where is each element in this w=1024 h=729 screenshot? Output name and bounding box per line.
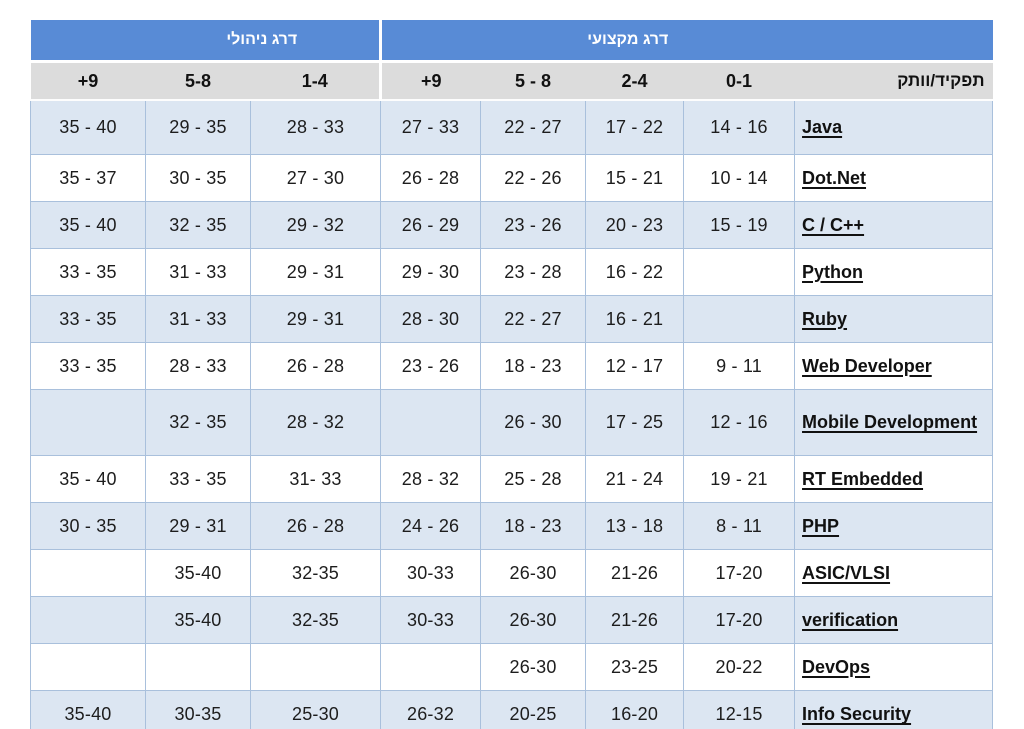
column-header-prof-0-1: 0-1 (684, 62, 795, 101)
salary-cell: 28 - 33 (146, 343, 251, 390)
salary-cell: 29 - 31 (251, 296, 381, 343)
salary-cell (146, 644, 251, 691)
salary-cell: 23 - 28 (481, 249, 586, 296)
salary-cell: 27 - 30 (251, 155, 381, 202)
salary-cell: 30-33 (381, 550, 481, 597)
salary-cell: 17-20 (684, 597, 795, 644)
table-row-rt-embedded (31, 456, 993, 503)
salary-cell: 32-35 (251, 597, 381, 644)
group-header-managerial: דרג ניהולי (31, 20, 381, 62)
salary-cell: 33 - 35 (31, 296, 146, 343)
salary-cell: 26 - 28 (381, 155, 481, 202)
salary-cell: 23 - 26 (381, 343, 481, 390)
column-header-mgr-9plus: +9 (31, 62, 146, 101)
salary-cell: 33 - 35 (31, 343, 146, 390)
salary-cell: 21-26 (586, 597, 684, 644)
table-row-info-security (31, 691, 993, 729)
salary-cell: 26 - 29 (381, 202, 481, 249)
salary-cell: 15 - 21 (586, 155, 684, 202)
column-header-mgr-1-4: 1-4 (251, 62, 381, 101)
salary-cell: 15 - 19 (684, 202, 795, 249)
table-row-dotnet (31, 155, 993, 202)
salary-cell: 26 - 28 (251, 503, 381, 550)
role-cell: Web Developer (795, 343, 993, 390)
salary-cell: 29 - 35 (146, 100, 251, 155)
salary-cell: 17-20 (684, 550, 795, 597)
group-header-professional: דרג מקצועי (381, 20, 993, 62)
salary-cell: 33 - 35 (146, 456, 251, 503)
salary-cell: 31 - 33 (146, 296, 251, 343)
salary-cell: 20-22 (684, 644, 795, 691)
salary-cell: 20 - 23 (586, 202, 684, 249)
salary-cell: 29 - 30 (381, 249, 481, 296)
table-row-asic-vlsi (31, 550, 993, 597)
salary-cell: 28 - 32 (381, 456, 481, 503)
salary-cell: 19 - 21 (684, 456, 795, 503)
salary-cell: 23 - 26 (481, 202, 586, 249)
salary-cell: 18 - 23 (481, 343, 586, 390)
salary-cell: 35 - 40 (31, 202, 146, 249)
salary-cell: 8 - 11 (684, 503, 795, 550)
salary-cell: 31- 33 (251, 456, 381, 503)
salary-cell (31, 597, 146, 644)
role-cell: PHP (795, 503, 993, 550)
table-row-devops (31, 644, 993, 691)
role-cell: DevOps (795, 644, 993, 691)
salary-cell: 10 - 14 (684, 155, 795, 202)
salary-cell: 20-25 (481, 691, 586, 729)
salary-cell: 17 - 22 (586, 100, 684, 155)
salary-cell: 31 - 33 (146, 249, 251, 296)
salary-cell: 32 - 35 (146, 390, 251, 456)
role-cell: Dot.Net (795, 155, 993, 202)
salary-cell: 12 - 17 (586, 343, 684, 390)
salary-cell: 18 - 23 (481, 503, 586, 550)
salary-cell: 9 - 11 (684, 343, 795, 390)
table-row-java (31, 100, 993, 155)
column-header-prof-5-8: 5 - 8 (481, 62, 586, 101)
salary-cell: 26-30 (481, 644, 586, 691)
salary-cell: 26-30 (481, 550, 586, 597)
salary-cell: 26 - 28 (251, 343, 381, 390)
salary-cell: 28 - 33 (251, 100, 381, 155)
salary-cell (251, 644, 381, 691)
role-cell: Python (795, 249, 993, 296)
role-cell: verification (795, 597, 993, 644)
salary-cell: 28 - 32 (251, 390, 381, 456)
salary-cell: 22 - 27 (481, 296, 586, 343)
table-row-c-cpp (31, 202, 993, 249)
role-cell: Ruby (795, 296, 993, 343)
salary-cell: 35 - 40 (31, 100, 146, 155)
salary-cell: 25-30 (251, 691, 381, 729)
salary-cell: 30 - 35 (31, 503, 146, 550)
salary-cell: 32-35 (251, 550, 381, 597)
column-header-row (31, 62, 993, 101)
salary-cell: 35-40 (31, 691, 146, 729)
salary-cell (381, 644, 481, 691)
table-row-verification (31, 597, 993, 644)
salary-cell (31, 550, 146, 597)
salary-cell: 26 - 30 (481, 390, 586, 456)
salary-cell: 27 - 33 (381, 100, 481, 155)
column-header-prof-9plus: +9 (381, 62, 481, 101)
role-cell: ASIC/VLSI (795, 550, 993, 597)
salary-cell (31, 390, 146, 456)
salary-cell (381, 390, 481, 456)
salary-cell (684, 296, 795, 343)
group-header-row (31, 20, 993, 62)
salary-cell: 21-26 (586, 550, 684, 597)
salary-cell: 17 - 25 (586, 390, 684, 456)
salary-cell: 22 - 27 (481, 100, 586, 155)
salary-cell: 26-30 (481, 597, 586, 644)
salary-cell: 13 - 18 (586, 503, 684, 550)
role-column-header: תפקיד/וותק (795, 62, 993, 101)
role-cell: Info Security (795, 691, 993, 729)
salary-cell: 30-35 (146, 691, 251, 729)
salary-cell: 14 - 16 (684, 100, 795, 155)
role-cell: Mobile Development (795, 390, 993, 456)
salary-cell: 25 - 28 (481, 456, 586, 503)
salary-cell: 30-33 (381, 597, 481, 644)
salary-cell: 30 - 35 (146, 155, 251, 202)
salary-cell: 28 - 30 (381, 296, 481, 343)
salary-cell: 12 - 16 (684, 390, 795, 456)
table-row-mobile-development (31, 390, 993, 456)
table-row-web-developer (31, 343, 993, 390)
salary-cell: 16 - 21 (586, 296, 684, 343)
column-header-prof-2-4: 2-4 (586, 62, 684, 101)
salary-cell: 35 - 40 (31, 456, 146, 503)
table-row-php (31, 503, 993, 550)
column-header-mgr-5-8: 5-8 (146, 62, 251, 101)
salary-cell: 35-40 (146, 597, 251, 644)
salary-cell: 33 - 35 (31, 249, 146, 296)
salary-cell: 24 - 26 (381, 503, 481, 550)
salary-cell (684, 249, 795, 296)
role-cell: C / C++ (795, 202, 993, 249)
salary-cell: 22 - 26 (481, 155, 586, 202)
salary-cell: 21 - 24 (586, 456, 684, 503)
salary-cell: 26-32 (381, 691, 481, 729)
salary-cell: 29 - 32 (251, 202, 381, 249)
salary-cell: 32 - 35 (146, 202, 251, 249)
salary-cell: 29 - 31 (146, 503, 251, 550)
salary-cell: 29 - 31 (251, 249, 381, 296)
salary-cell: 12-15 (684, 691, 795, 729)
salary-cell: 16 - 22 (586, 249, 684, 296)
table-row-python (31, 249, 993, 296)
salary-ranges-table (30, 20, 993, 729)
role-cell: Java (795, 100, 993, 155)
table-row-ruby (31, 296, 993, 343)
role-cell: RT Embedded (795, 456, 993, 503)
salary-cell: 23-25 (586, 644, 684, 691)
salary-cell: 35 - 37 (31, 155, 146, 202)
salary-cell (31, 644, 146, 691)
salary-cell: 35-40 (146, 550, 251, 597)
salary-cell: 16-20 (586, 691, 684, 729)
